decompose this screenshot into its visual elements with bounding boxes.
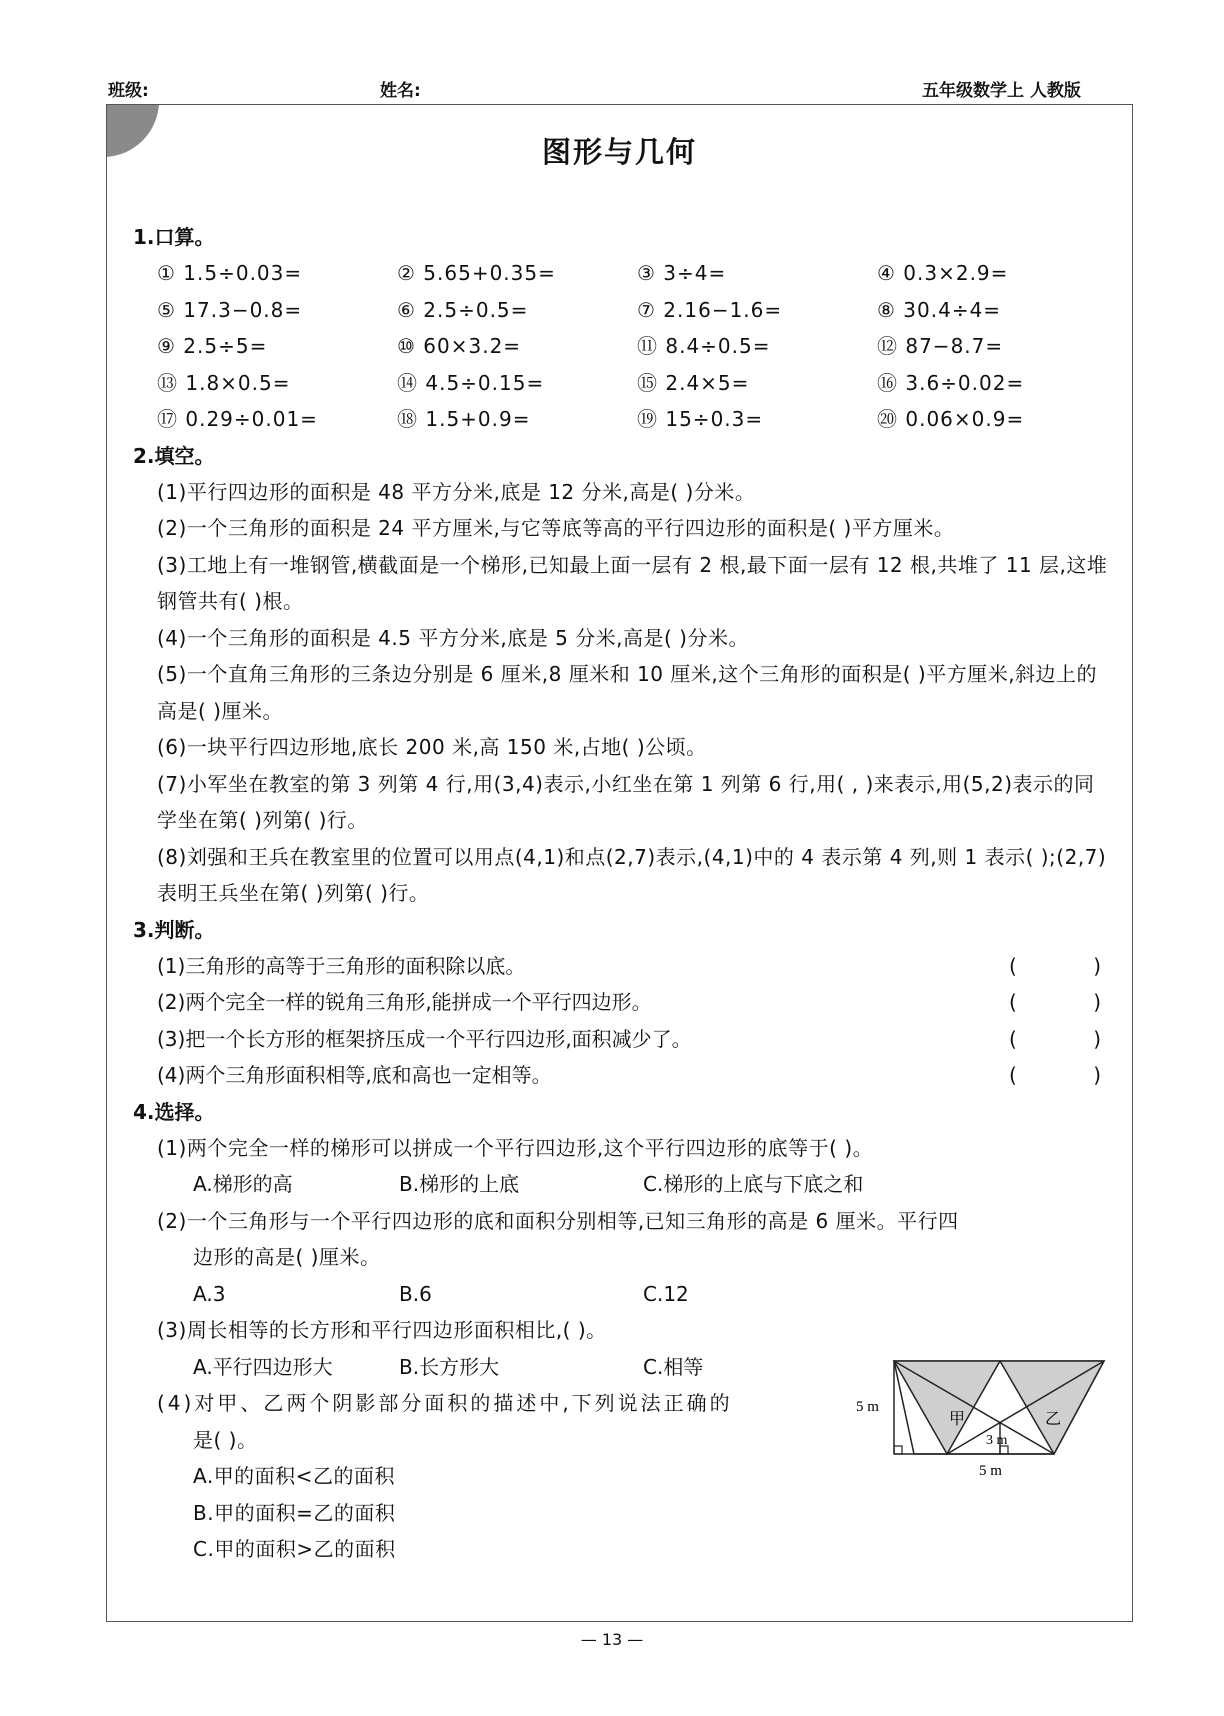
option-a[interactable]: A.3 [193,1281,226,1306]
calc-item: ⑯ 3.6÷0.02= [877,370,1025,395]
fill-question: (2)一个三角形的面积是 24 平方厘米,与它等底等高的平行四边形的面积是( )平方厘米。 [157,516,955,540]
calc-row [133,255,1113,292]
calc-item: ④ 0.3×2.9= [877,261,1009,285]
option-b[interactable]: B.甲的面积=乙的面积 [193,1500,396,1525]
label-inner-height: 3 m [986,1433,1008,1448]
page-title: 图形与几何 [541,135,697,169]
calc-item: ⑪ 8.4÷0.5= [637,334,771,358]
worksheet-content [133,219,1113,1565]
calc-item: ⑦ 2.16−1.6= [637,297,783,322]
choice-options [133,1276,1113,1313]
calc-item: ⑮ 2.4×5= [637,370,750,395]
calc-item: ⑱ 1.5+0.9= [397,407,531,431]
region-jia [894,1361,1000,1454]
calc-item: ⑧ 30.4÷4= [877,297,1002,322]
calc-row [133,328,1113,365]
region-yi [1000,1361,1104,1454]
choice-options [133,1166,1113,1203]
option-c[interactable]: C.梯形的上底与下底之和 [643,1172,864,1196]
fill-question: (5)一个直角三角形的三条边分别是 6 厘米,8 厘米和 10 厘米,这个三角形的面积是( )平方厘米,斜边上的高是( )厘米。 [157,662,1098,723]
label-left-height: 5 m [856,1399,879,1415]
judge-text: (4)两个三角形面积相等,底和高也一定相等。 [157,1063,552,1087]
calc-row [133,292,1113,329]
judge-question: (3)把一个长方形的框架挤压成一个平行四边形,面积减少了。 ( ) [157,1026,1101,1051]
option-b[interactable]: B.长方形大 [399,1354,500,1379]
fill-question: (7)小军坐在教室的第 3 列第 4 行,用(3,4)表示,小红坐在第 1 列第 6 行,用( , )来表示,用(5,2)表示的同学坐在第( )列第( )行。 [157,771,1095,832]
choice-question: (3)周长相等的长方形和平行四边形面积相比,( )。 [157,1318,607,1342]
calc-item: ⑬ 1.8×0.5= [157,370,291,395]
judge-text: (2)两个完全一样的锐角三角形,能拼成一个平行四边形。 [157,990,652,1014]
option-c[interactable]: C.甲的面积>乙的面积 [193,1537,396,1561]
fill-question: (6)一块平行四边形地,底长 200 米,高 150 米,占地( )公顷。 [157,735,707,759]
class-label: 班级: [108,81,149,101]
option-a[interactable]: A.甲的面积<乙的面积 [193,1464,395,1488]
calc-item: ⑭ 4.5÷0.15= [397,370,545,395]
shaded-triangles-figure [854,1329,1114,1509]
option-b[interactable]: B.梯形的上底 [399,1172,520,1196]
judge-question: (2)两个完全一样的锐角三角形,能拼成一个平行四边形。 ( ) [157,990,1101,1014]
label-bottom-width: 5 m [979,1463,1002,1479]
choice-question: (2)一个三角形与一个平行四边形的底和面积分别相等,已知三角形的高是 6 厘米。平行四 [157,1208,959,1233]
calc-item: ⑲ 15÷0.3= [637,407,764,431]
calc-item: ⑳ 0.06×0.9= [877,407,1025,431]
judge-text: (1)三角形的高等于三角形的面积除以底。 [157,953,526,978]
choice-question-cont: 是( )。 [193,1427,258,1452]
book-label: 五年级数学上 人教版 [922,81,1081,101]
judge-question: (4)两个三角形面积相等,底和高也一定相等。 ( ) [157,1063,1101,1087]
calc-item: ① 1.5÷0.03= [157,261,303,285]
right-angle-mark [894,1446,902,1454]
section-heading-fill: 2.填空。 [133,443,215,468]
fill-question: (3)工地上有一堆钢管,横截面是一个梯形,已知最上面一层有 2 根,最下面一层有 12 根,共堆了 11 层,这堆钢管共有( )根。 [157,552,1108,613]
calc-item: ⑤ 17.3−0.8= [157,297,303,322]
worksheet-frame [106,104,1133,1622]
calc-row [133,365,1113,402]
name-label: 姓名: [380,81,421,101]
calc-item: ⑰ 0.29÷0.01= [157,407,318,431]
calc-item: ⑨ 2.5÷5= [157,334,268,358]
section-heading-calc: 1.口算。 [133,225,215,249]
calc-row [133,401,1113,438]
choice-question: (1)两个完全一样的梯形可以拼成一个平行四边形,这个平行四边形的底等于( )。 [157,1135,874,1160]
label-jia: 甲 [949,1409,966,1428]
choice-question-cont: 边形的高是( )厘米。 [193,1245,381,1269]
option-b[interactable]: B.6 [399,1281,432,1306]
calc-item: ⑫ 87−8.7= [877,334,1004,358]
option-c[interactable]: C.12 [643,1281,689,1306]
fill-question: (1)平行四边形的面积是 48 平方分米,底是 12 分米,高是( )分米。 [157,479,756,504]
section-heading-judge: 3.判断。 [133,917,215,942]
option-a[interactable]: A.平行四边形大 [193,1354,333,1379]
calc-item: ③ 3÷4= [637,261,727,285]
calc-item: ② 5.65+0.35= [397,261,556,285]
judge-text: (3)把一个长方形的框架挤压成一个平行四边形,面积减少了。 [157,1026,692,1051]
section-heading-choice: 4.选择。 [133,1099,215,1124]
option-c[interactable]: C.相等 [643,1354,704,1379]
page-number: — 13 — [580,1630,644,1649]
judge-question: (1)三角形的高等于三角形的面积除以底。 ( ) [157,953,1101,978]
calc-item: ⑥ 2.5÷0.5= [397,297,529,322]
label-yi: 乙 [1045,1409,1062,1428]
option-a[interactable]: A.梯形的高 [193,1172,293,1196]
fill-question: (4)一个三角形的面积是 4.5 平方分米,底是 5 分米,高是( )分米。 [157,625,749,650]
choice-question: (4)对甲、乙两个阴影部分面积的描述中,下列说法正确的 [157,1391,733,1415]
fill-question: (8)刘强和王兵在教室里的位置可以用点(4,1)和点(2,7)表示,(4,1)中的 4 表示第 4 列,则 1 表示( );(2,7)表明王兵坐在第( )列第( )行。 [157,844,1107,905]
calc-item: ⑩ 60×3.2= [397,334,522,358]
choice-question-4 [133,1385,1113,1565]
